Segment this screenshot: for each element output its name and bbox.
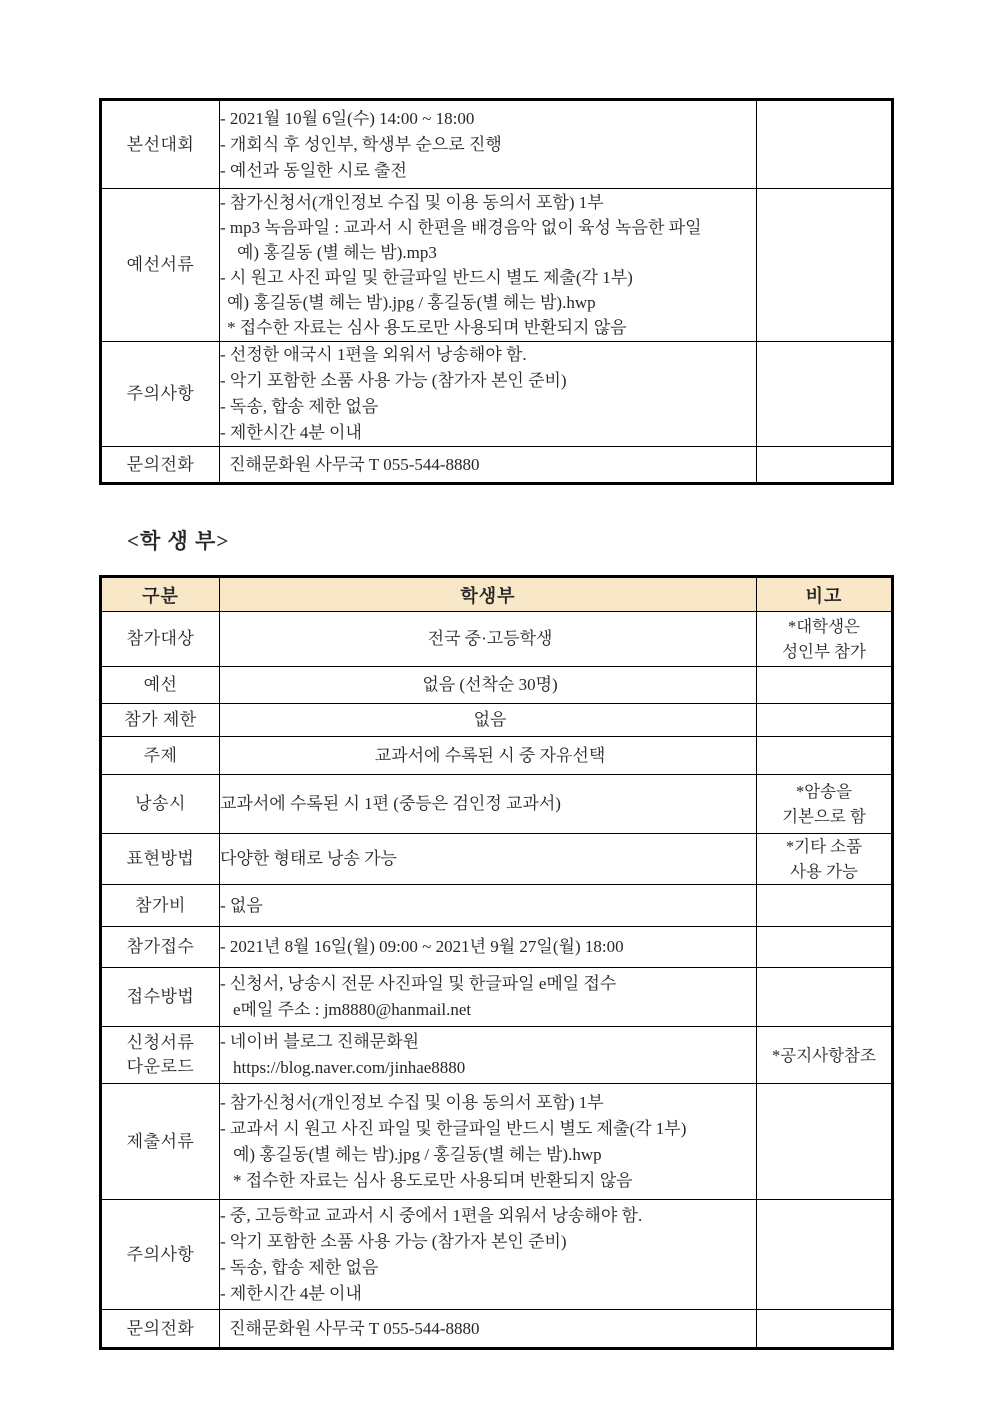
row-note — [757, 667, 893, 704]
row-note — [757, 968, 893, 1027]
row-note — [757, 834, 893, 885]
row-note — [757, 1084, 893, 1200]
row-content — [220, 100, 757, 189]
row-content — [220, 1200, 757, 1310]
row-content — [220, 189, 757, 342]
note-line: 사용 가능 — [790, 862, 858, 881]
content-line: * 접수한 자료는 심사 용도로만 사용되며 반환되지 않음 — [233, 1170, 633, 1190]
row-note — [757, 1200, 893, 1310]
contact-phone-text: 진해문화원 사무국 T 055-544-8880 — [229, 1318, 480, 1338]
participation-limit-row — [101, 704, 893, 737]
row-label: 참가대상 — [101, 612, 220, 667]
label-line: 다운로드 — [126, 1057, 195, 1076]
content-line: * 접수한 자료는 심사 용도로만 사용되며 반환되지 않음 — [227, 318, 627, 337]
note-line: *암송을 — [795, 782, 853, 801]
row-label — [101, 1027, 220, 1084]
content-line: - 네이버 블로그 진해문화원 — [220, 1032, 420, 1051]
row-label: 참가접수 — [101, 927, 220, 968]
finals-event-row — [101, 100, 893, 189]
content-line: - 없음 — [220, 895, 263, 915]
application-method-row — [101, 968, 893, 1027]
label-line: 신청서류 — [126, 1033, 195, 1052]
content-line: - 악기 포함한 소품 사용 가능 (참가자 본인 준비) — [220, 371, 567, 390]
content-line: 예) 홍길동(별 헤는 밤).jpg / 홍길동(별 헤는 밤).hwp — [227, 293, 596, 312]
row-label: 참가비 — [101, 885, 220, 927]
student-division-title: <학 생 부> — [127, 529, 230, 553]
content-line: - 중, 고등학교 교과서 시 중에서 1편을 외워서 낭송해야 함. — [220, 1205, 643, 1225]
row-content — [220, 737, 757, 775]
content-line: 교과서에 수록된 시 중 자유선택 — [374, 745, 606, 765]
content-line: 다양한 형태로 낭송 가능 — [220, 849, 397, 868]
row-content — [220, 834, 757, 885]
email-address-text: e메일 주소 : jm8880@hanmail.net — [233, 1000, 472, 1019]
row-note — [757, 189, 893, 342]
row-label: 주의사항 — [101, 1200, 220, 1310]
note-line: *공지사항참조 — [772, 1045, 876, 1065]
row-content — [220, 885, 757, 927]
row-note — [757, 612, 893, 667]
adult-division-table — [99, 98, 894, 485]
content-line: 교과서에 수록된 시 1편 (중등은 검인정 교과서) — [220, 794, 561, 813]
contact-phone-text: 진해문화원 사무국 T 055-544-8880 — [229, 454, 480, 474]
content-line: - 2021년 8월 16일(월) 09:00 ~ 2021년 9월 27일(월) 18:00 — [220, 937, 624, 956]
content-line: 없음 (선착순 30명) — [422, 675, 558, 694]
row-note — [757, 704, 893, 737]
row-content — [220, 667, 757, 704]
application-form-download-row — [101, 1027, 893, 1084]
row-label: 예선 — [101, 667, 220, 704]
row-note — [757, 775, 893, 834]
recitation-poem-row — [101, 775, 893, 834]
row-label: 본선대회 — [101, 100, 220, 189]
content-line: 예) 홍길동(별 헤는 밤).jpg / 홍길동(별 헤는 밤).hwp — [233, 1144, 602, 1164]
note-line: 기본으로 함 — [782, 807, 866, 826]
contact-phone-row — [101, 1310, 893, 1349]
cautions-row — [101, 342, 893, 447]
registration-period-row — [101, 927, 893, 968]
content-line: - 시 원고 사진 파일 및 한글파일 반드시 별도 제출(각 1부) — [220, 268, 633, 287]
row-label: 접수방법 — [101, 968, 220, 1027]
participant-eligibility-row — [101, 612, 893, 667]
header-student-division: 학생부 — [220, 577, 757, 612]
header-note: 비고 — [757, 577, 893, 612]
row-note — [757, 1027, 893, 1084]
content-line: - 2021월 10월 6일(수) 14:00 ~ 18:00 — [220, 108, 475, 128]
content-line: - 선정한 애국시 1편을 외워서 낭송해야 함. — [220, 345, 527, 364]
content-line: - 제한시간 4분 이내 — [220, 1283, 362, 1303]
row-label: 낭송시 — [101, 775, 220, 834]
header-category: 구분 — [101, 577, 220, 612]
row-content — [220, 612, 757, 667]
content-line: - 신청서, 낭송시 전문 사진파일 및 한글파일 e메일 접수 — [220, 974, 617, 993]
table-header-row — [101, 577, 893, 612]
row-label: 참가 제한 — [101, 704, 220, 737]
content-line: - 독송, 합송 제한 없음 — [220, 397, 379, 416]
row-content — [220, 704, 757, 737]
row-content — [220, 927, 757, 968]
row-note — [757, 885, 893, 927]
cautions-row — [101, 1200, 893, 1310]
row-content — [220, 447, 757, 484]
content-line: - 악기 포함한 소품 사용 가능 (참가자 본인 준비) — [220, 1231, 567, 1251]
content-line: - 제한시간 4분 이내 — [220, 423, 362, 442]
student-division-table — [99, 575, 894, 1350]
row-note — [757, 737, 893, 775]
content-line: - 독송, 합송 제한 없음 — [220, 1257, 379, 1277]
row-content — [220, 775, 757, 834]
row-note — [757, 447, 893, 484]
row-label: 문의전화 — [101, 447, 220, 484]
row-content — [220, 1027, 757, 1084]
contact-phone-row — [101, 447, 893, 484]
row-label: 주제 — [101, 737, 220, 775]
row-note — [757, 927, 893, 968]
row-content — [220, 968, 757, 1027]
row-label: 문의전화 — [101, 1310, 220, 1349]
note-line: *기타 소품 — [785, 837, 863, 856]
row-label: 표현방법 — [101, 834, 220, 885]
row-label: 예선서류 — [101, 189, 220, 342]
content-line: 전국 중·고등학생 — [427, 629, 553, 648]
content-line: - 개회식 후 성인부, 학생부 순으로 진행 — [220, 134, 502, 154]
content-line: - 예선과 동일한 시로 출전 — [220, 160, 407, 180]
content-line: - 교과서 시 원고 사진 파일 및 한글파일 반드시 별도 제출(각 1부) — [220, 1118, 687, 1138]
content-line: - 참가신청서(개인정보 수집 및 이용 동의서 포함) 1부 — [220, 193, 604, 212]
expression-method-row — [101, 834, 893, 885]
topic-row — [101, 737, 893, 775]
content-line: - mp3 녹음파일 : 교과서 시 한편을 배경음악 없이 육성 녹음한 파일 — [220, 218, 702, 237]
content-line: - 참가신청서(개인정보 수집 및 이용 동의서 포함) 1부 — [220, 1092, 604, 1112]
content-line: 없음 — [473, 710, 507, 729]
submission-documents-row — [101, 1084, 893, 1200]
note-line: *대학생은 — [787, 617, 860, 636]
row-label: 제출서류 — [101, 1084, 220, 1200]
row-note — [757, 342, 893, 447]
row-content — [220, 1310, 757, 1349]
preliminary-row — [101, 667, 893, 704]
blog-url-text: https://blog.naver.com/jinhae8880 — [233, 1058, 466, 1077]
row-note — [757, 1310, 893, 1349]
preliminary-documents-row — [101, 189, 893, 342]
entry-fee-row — [101, 885, 893, 927]
content-line: 예) 홍길동 (별 헤는 밤).mp3 — [237, 243, 437, 262]
row-content — [220, 342, 757, 447]
note-line: 성인부 참가 — [782, 642, 866, 661]
row-content — [220, 1084, 757, 1200]
row-label: 주의사항 — [101, 342, 220, 447]
document-body — [99, 98, 892, 1350]
row-note — [757, 100, 893, 189]
